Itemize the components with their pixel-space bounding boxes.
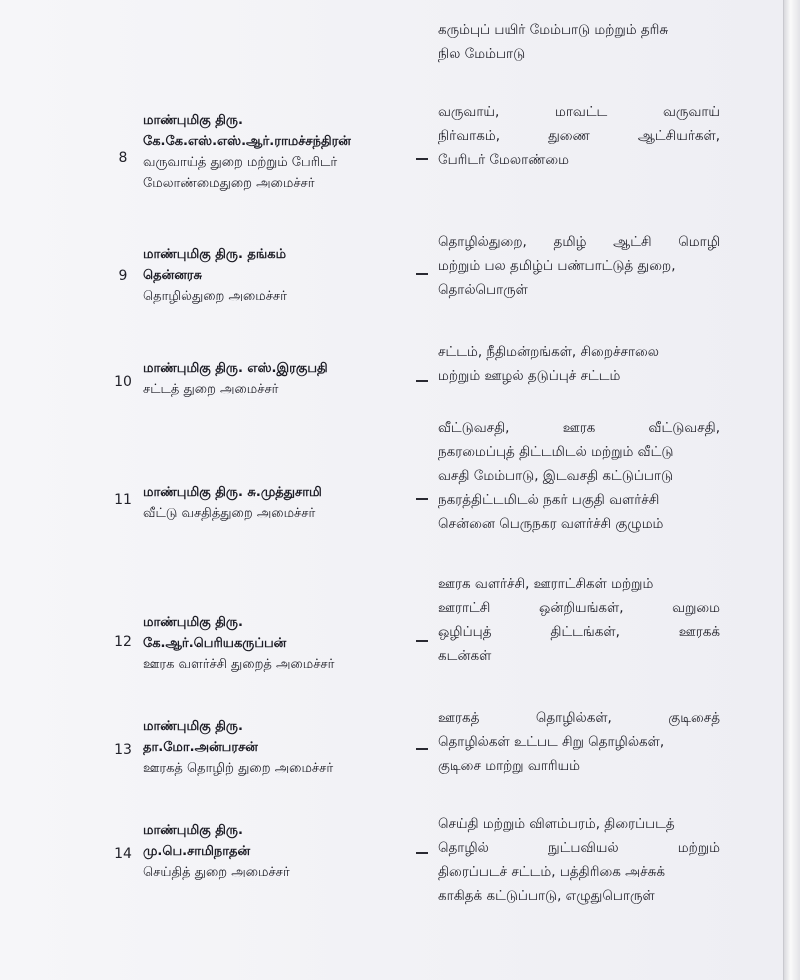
entry-number: 8 [118, 150, 128, 166]
portfolio-line: குடிசை மாற்று வாரியம் [438, 758, 581, 774]
minister-block [143, 482, 322, 524]
minister-name: தா.மோ.அன்பரசன் [143, 740, 258, 755]
entry-number: 11 [114, 492, 132, 508]
portfolio-line: ஊரகத் தொழில்கள், குடிசைத் [438, 710, 720, 726]
portfolio-line: செய்தி மற்றும் விளம்பரம், திரைப்படத் [438, 816, 675, 832]
minister-title: மாண்புமிகு திரு. எஸ்.இரகுபதி [143, 361, 328, 376]
portfolio-block [438, 706, 720, 778]
portfolio-line: ஊராட்சி ஒன்றியங்கள், வறுமை [438, 600, 720, 616]
portfolio-block [438, 572, 720, 668]
minister-block [143, 358, 328, 400]
entry-number: 12 [114, 634, 132, 650]
entry-number: 10 [114, 374, 132, 390]
minister-department: வீட்டு வசதித்துறை அமைச்சர் [143, 506, 316, 521]
separator-dash [416, 498, 428, 500]
minister-name: தென்னரசு [143, 268, 202, 283]
portfolio-line: தொழில்துறை, தமிழ் ஆட்சி மொழி [438, 234, 720, 250]
portfolio-line: மற்றும் பல தமிழ்ப் பண்பாட்டுத் துறை, [438, 258, 676, 274]
portfolio-line: வசதி மேம்பாடு, இடவசதி கட்டுப்பாடு [438, 468, 674, 484]
minister-name: கே.கே.எஸ்.எஸ்.ஆர்.ராமச்சந்திரன் [143, 134, 351, 149]
continuation-line: நில மேம்பாடு [438, 46, 526, 62]
minister-block [143, 716, 333, 779]
portfolio-line: திரைப்படச் சட்டம், பத்திரிகை அச்சுக் [438, 864, 666, 880]
minister-title: மாண்புமிகு திரு. [143, 823, 243, 838]
portfolio-line: வீட்டுவசதி, ஊரக வீட்டுவசதி, [438, 420, 720, 436]
separator-dash [416, 158, 428, 160]
portfolio-line: நகரத்திட்டமிடல் நகர் பகுதி வளர்ச்சி [438, 492, 660, 508]
portfolio-block [438, 100, 720, 172]
minister-department: தொழில்துறை அமைச்சர் [143, 289, 287, 304]
minister-department: மேலாண்மைதுறை அமைச்சர் [143, 176, 315, 191]
continuation-line: கரும்புப் பயிர் மேம்பாடு மற்றும் தரிசு [438, 22, 669, 38]
portfolio-line: சென்னை பெருநகர வளர்ச்சி குழுமம் [438, 516, 664, 532]
portfolio-block [438, 230, 720, 302]
separator-dash [416, 380, 428, 382]
portfolio-line: காகிதக் கட்டுப்பாடு, எழுதுபொருள் [438, 888, 655, 904]
minister-department: ஊரகத் தொழிற் துறை அமைச்சர் [143, 761, 334, 776]
separator-dash [416, 640, 428, 642]
portfolio-line: மற்றும் ஊழல் தடுப்புச் சட்டம் [438, 368, 621, 384]
minister-title: மாண்புமிகு திரு. [143, 113, 243, 128]
minister-department: ஊரக வளர்ச்சி துறைத் அமைச்சர் [143, 657, 335, 672]
separator-dash [416, 748, 428, 750]
portfolio-block [438, 812, 720, 908]
minister-name: கே.ஆர்.பெரியகருப்பன் [143, 636, 287, 651]
entry-number: 9 [118, 268, 128, 284]
minister-block [143, 244, 287, 307]
portfolio-line: நகரமைப்புத் திட்டமிடல் மற்றும் வீட்டு [438, 444, 674, 460]
minister-title: மாண்புமிகு திரு. [143, 615, 243, 630]
minister-department: வருவாய்த் துறை மற்றும் பேரிடர் [143, 155, 338, 170]
portfolio-block [438, 340, 720, 388]
portfolio-line: தொழில் நுட்பவியல் மற்றும் [438, 840, 720, 856]
portfolio-line: தொல்பொருள் [438, 282, 528, 298]
portfolio-line: ஒழிப்புத் திட்டங்கள், ஊரகக் [438, 624, 720, 640]
minister-name: மு.பெ.சாமிநாதன் [143, 844, 251, 859]
minister-department: செய்தித் துறை அமைச்சர் [143, 865, 290, 880]
separator-dash [416, 273, 428, 275]
portfolio-block [438, 416, 720, 536]
minister-title: மாண்புமிகு திரு. தங்கம் [143, 247, 287, 262]
portfolio-line: ஊரக வளர்ச்சி, ஊராட்சிகள் மற்றும் [438, 576, 654, 592]
portfolio-line: கடன்கள் [438, 648, 492, 664]
minister-title: மாண்புமிகு திரு. [143, 719, 243, 734]
minister-block [143, 612, 334, 675]
portfolio-line: சட்டம், நீதிமன்றங்கள், சிறைச்சாலை [438, 344, 660, 360]
portfolio-line: நிர்வாகம், துணை ஆட்சியர்கள், [438, 128, 720, 144]
portfolio-line: பேரிடர் மேலாண்மை [438, 152, 569, 168]
page-edge [783, 0, 800, 980]
minister-title: மாண்புமிகு திரு. சு.முத்துசாமி [143, 485, 322, 500]
continuation-text [438, 18, 668, 66]
entry-number: 14 [114, 846, 132, 862]
portfolio-line: தொழில்கள் உட்பட சிறு தொழில்கள், [438, 734, 665, 750]
minister-block [143, 820, 290, 883]
minister-department: சட்டத் துறை அமைச்சர் [143, 382, 279, 397]
minister-block [143, 110, 351, 194]
portfolio-line: வருவாய், மாவட்ட வருவாய் [438, 104, 720, 120]
entry-number: 13 [114, 742, 132, 758]
separator-dash [416, 852, 428, 854]
